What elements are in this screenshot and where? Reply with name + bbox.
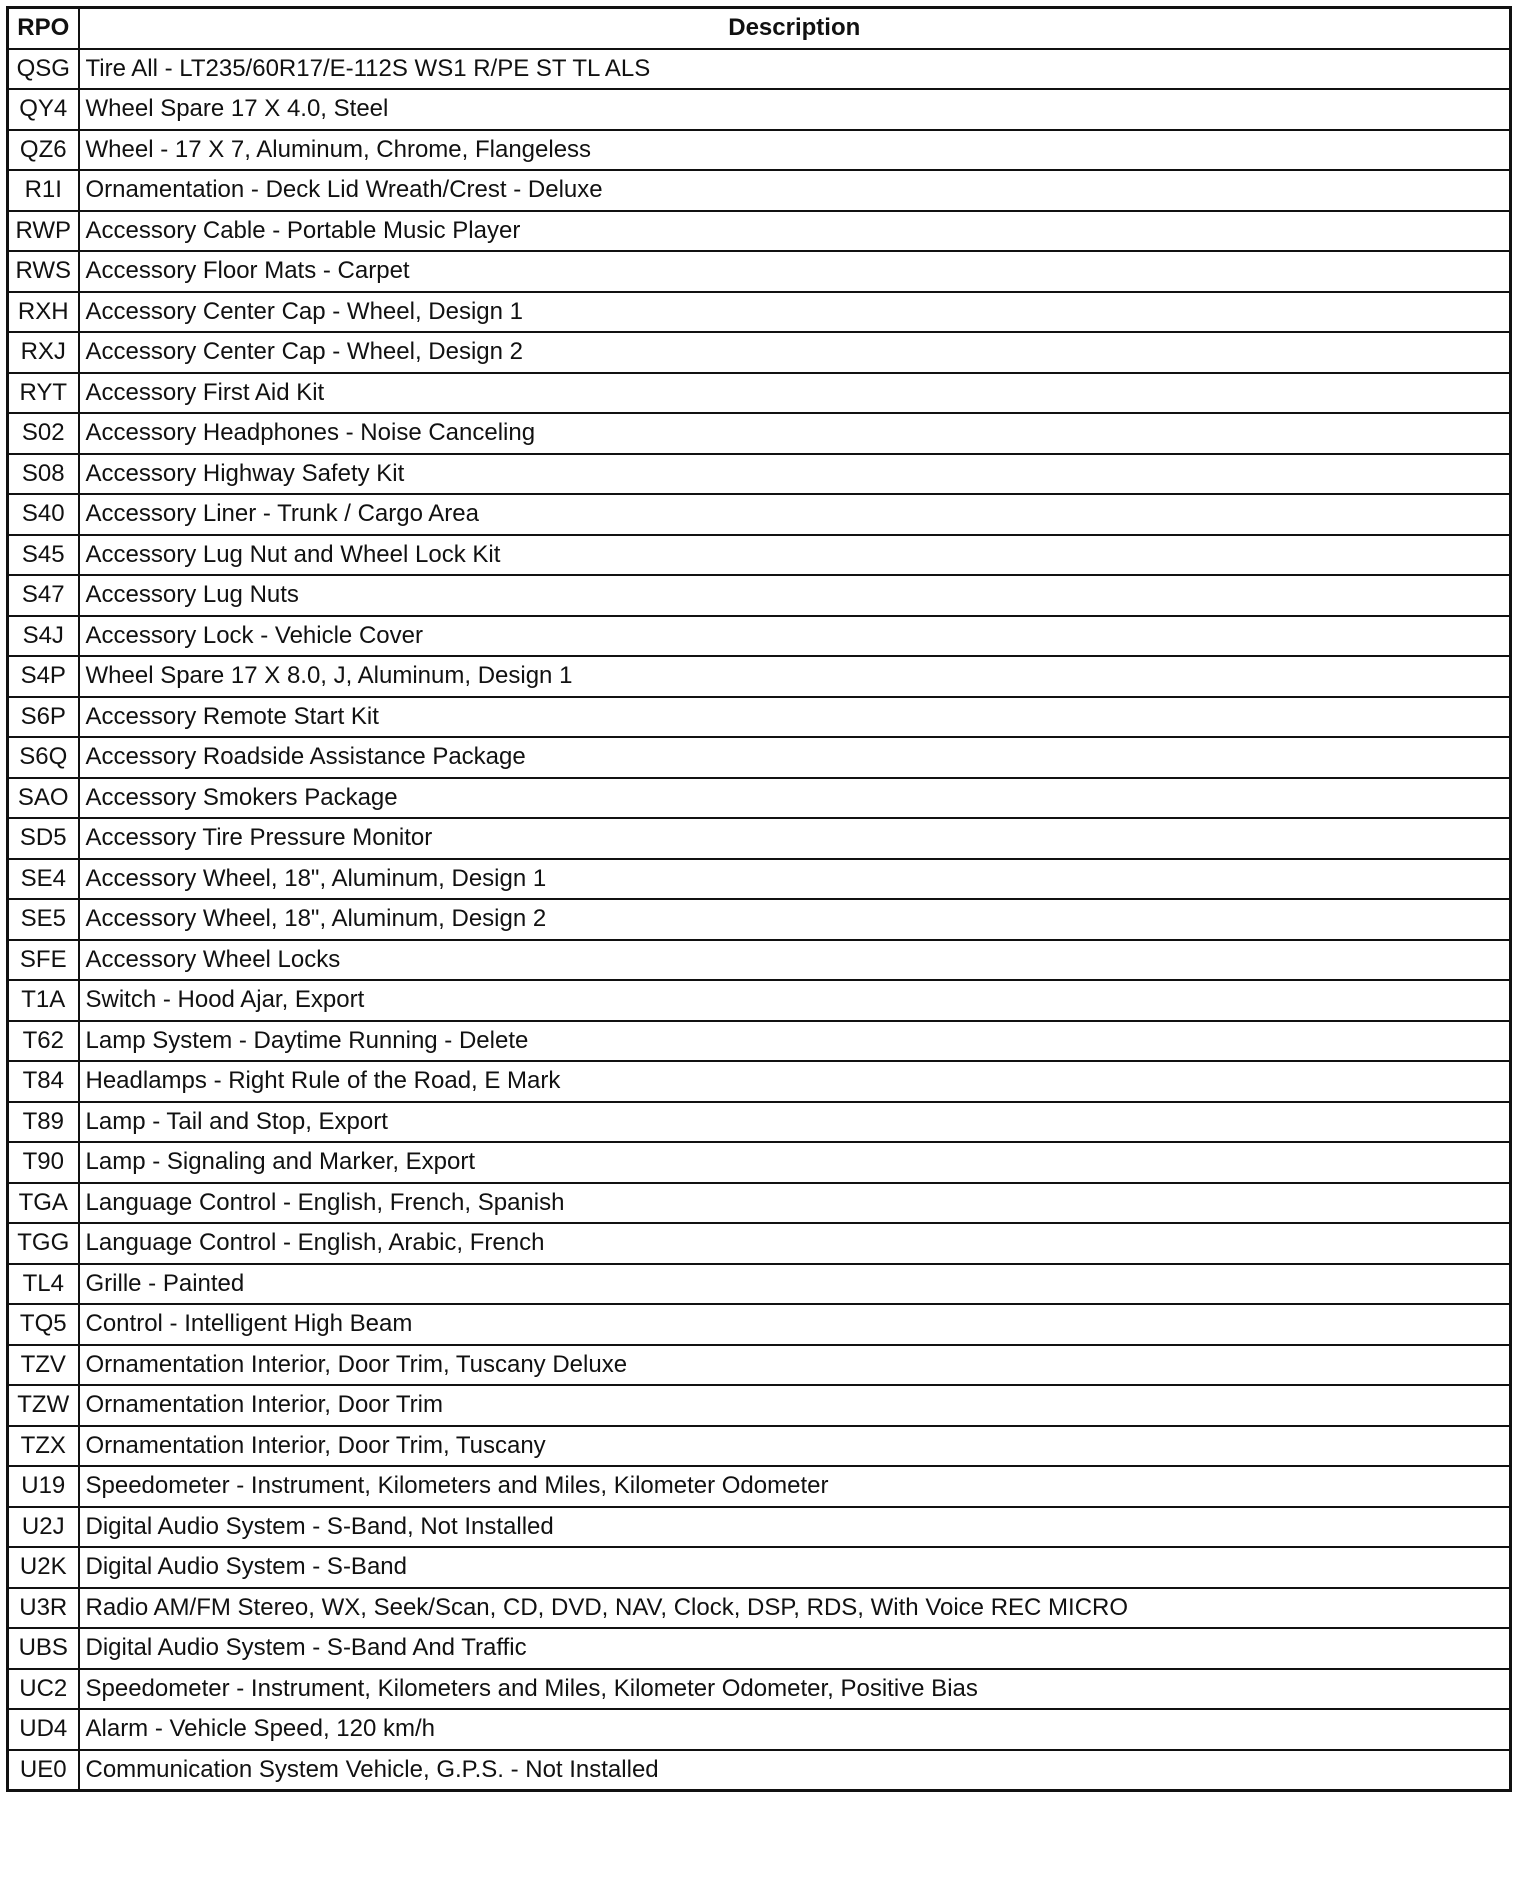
rpo-code-cell: S4J: [8, 616, 79, 657]
table-row: [8, 940, 1511, 981]
description-cell: Lamp - Tail and Stop, Export: [79, 1102, 1511, 1143]
description-cell: Accessory Wheel, 18", Aluminum, Design 2: [79, 899, 1511, 940]
table-row: [8, 1223, 1511, 1264]
rpo-code-cell: SE4: [8, 859, 79, 900]
table-row: [8, 778, 1511, 819]
description-cell: Digital Audio System - S-Band, Not Installed: [79, 1507, 1511, 1548]
description-cell: Digital Audio System - S-Band And Traffic: [79, 1628, 1511, 1669]
description-cell: Ornamentation Interior, Door Trim, Tuscany: [79, 1426, 1511, 1467]
rpo-code-cell: T84: [8, 1061, 79, 1102]
description-cell: Language Control - English, Arabic, French: [79, 1223, 1511, 1264]
description-cell: Switch - Hood Ajar, Export: [79, 980, 1511, 1021]
rpo-code-cell: R1I: [8, 170, 79, 211]
rpo-code-cell: T89: [8, 1102, 79, 1143]
table-row: [8, 130, 1511, 171]
table-row: [8, 1345, 1511, 1386]
table-row: [8, 494, 1511, 535]
rpo-code-cell: T1A: [8, 980, 79, 1021]
description-cell: Alarm - Vehicle Speed, 120 km/h: [79, 1709, 1511, 1750]
rpo-code-cell: UC2: [8, 1669, 79, 1710]
rpo-code-cell: S4P: [8, 656, 79, 697]
rpo-code-cell: U2J: [8, 1507, 79, 1548]
rpo-code-cell: UD4: [8, 1709, 79, 1750]
table-row: [8, 1264, 1511, 1305]
description-cell: Accessory Center Cap - Wheel, Design 1: [79, 292, 1511, 333]
table-row: [8, 1709, 1511, 1750]
description-cell: Speedometer - Instrument, Kilometers and Miles, Kilometer Odometer, Positive Bias: [79, 1669, 1511, 1710]
header-row: [8, 8, 1511, 49]
rpo-code-cell: S40: [8, 494, 79, 535]
rpo-code-cell: QY4: [8, 89, 79, 130]
rpo-code-cell: T62: [8, 1021, 79, 1062]
description-cell: Accessory Lug Nut and Wheel Lock Kit: [79, 535, 1511, 576]
rpo-code-cell: RYT: [8, 373, 79, 414]
rpo-code-cell: RWP: [8, 211, 79, 252]
table-row: [8, 1588, 1511, 1629]
rpo-code-cell: TGG: [8, 1223, 79, 1264]
table-row: [8, 373, 1511, 414]
table-row: [8, 1466, 1511, 1507]
rpo-code-cell: RXH: [8, 292, 79, 333]
rpo-code-cell: QSG: [8, 49, 79, 90]
description-cell: Accessory Liner - Trunk / Cargo Area: [79, 494, 1511, 535]
description-cell: Wheel Spare 17 X 4.0, Steel: [79, 89, 1511, 130]
table-row: [8, 818, 1511, 859]
description-cell: Accessory Tire Pressure Monitor: [79, 818, 1511, 859]
rpo-code-cell: S08: [8, 454, 79, 495]
rpo-code-cell: UBS: [8, 1628, 79, 1669]
description-cell: Speedometer - Instrument, Kilometers and Miles, Kilometer Odometer: [79, 1466, 1511, 1507]
table-row: [8, 697, 1511, 738]
table-row: [8, 575, 1511, 616]
header-rpo: RPO: [8, 8, 79, 49]
table-row: [8, 1142, 1511, 1183]
table-row: [8, 1628, 1511, 1669]
description-cell: Ornamentation Interior, Door Trim, Tuscany Deluxe: [79, 1345, 1511, 1386]
table-header: [8, 8, 1511, 49]
rpo-code-cell: T90: [8, 1142, 79, 1183]
rpo-table: [6, 6, 1512, 1792]
description-cell: Digital Audio System - S-Band: [79, 1547, 1511, 1588]
description-cell: Accessory Smokers Package: [79, 778, 1511, 819]
table-row: [8, 251, 1511, 292]
rpo-code-cell: TZV: [8, 1345, 79, 1386]
table-row: [8, 89, 1511, 130]
table-row: [8, 1750, 1511, 1791]
description-cell: Language Control - English, French, Spanish: [79, 1183, 1511, 1224]
rpo-code-cell: S02: [8, 413, 79, 454]
description-cell: Grille - Painted: [79, 1264, 1511, 1305]
table-row: [8, 859, 1511, 900]
description-cell: Accessory Highway Safety Kit: [79, 454, 1511, 495]
table-row: [8, 737, 1511, 778]
description-cell: Accessory Wheel, 18", Aluminum, Design 1: [79, 859, 1511, 900]
description-cell: Lamp - Signaling and Marker, Export: [79, 1142, 1511, 1183]
description-cell: Accessory Wheel Locks: [79, 940, 1511, 981]
table-row: [8, 1507, 1511, 1548]
rpo-code-cell: SD5: [8, 818, 79, 859]
rpo-code-cell: SE5: [8, 899, 79, 940]
table-row: [8, 899, 1511, 940]
description-cell: Accessory First Aid Kit: [79, 373, 1511, 414]
description-cell: Communication System Vehicle, G.P.S. - Not Installed: [79, 1750, 1511, 1791]
table-row: [8, 1669, 1511, 1710]
description-cell: Wheel Spare 17 X 8.0, J, Aluminum, Design 1: [79, 656, 1511, 697]
table-body: [8, 49, 1511, 1791]
rpo-code-cell: RXJ: [8, 332, 79, 373]
table-row: [8, 49, 1511, 90]
description-cell: Accessory Floor Mats - Carpet: [79, 251, 1511, 292]
table-row: [8, 616, 1511, 657]
table-row: [8, 535, 1511, 576]
description-cell: Headlamps - Right Rule of the Road, E Mark: [79, 1061, 1511, 1102]
description-cell: Control - Intelligent High Beam: [79, 1304, 1511, 1345]
table-row: [8, 1102, 1511, 1143]
table-row: [8, 1183, 1511, 1224]
rpo-code-cell: TGA: [8, 1183, 79, 1224]
description-cell: Tire All - LT235/60R17/E-112S WS1 R/PE ST TL ALS: [79, 49, 1511, 90]
table-row: [8, 454, 1511, 495]
description-cell: Radio AM/FM Stereo, WX, Seek/Scan, CD, DVD, NAV, Clock, DSP, RDS, With Voice REC MICRO: [79, 1588, 1511, 1629]
rpo-code-cell: SAO: [8, 778, 79, 819]
table-row: [8, 1385, 1511, 1426]
description-cell: Accessory Lug Nuts: [79, 575, 1511, 616]
rpo-code-cell: QZ6: [8, 130, 79, 171]
description-cell: Wheel - 17 X 7, Aluminum, Chrome, Flangeless: [79, 130, 1511, 171]
table-row: [8, 170, 1511, 211]
description-cell: Accessory Cable - Portable Music Player: [79, 211, 1511, 252]
table-row: [8, 413, 1511, 454]
description-cell: Accessory Lock - Vehicle Cover: [79, 616, 1511, 657]
description-cell: Ornamentation - Deck Lid Wreath/Crest - Deluxe: [79, 170, 1511, 211]
description-cell: Lamp System - Daytime Running - Delete: [79, 1021, 1511, 1062]
rpo-code-cell: RWS: [8, 251, 79, 292]
rpo-code-cell: UE0: [8, 1750, 79, 1791]
header-description: Description: [79, 8, 1511, 49]
table-row: [8, 332, 1511, 373]
rpo-code-cell: TL4: [8, 1264, 79, 1305]
description-cell: Accessory Center Cap - Wheel, Design 2: [79, 332, 1511, 373]
rpo-code-cell: S6P: [8, 697, 79, 738]
table-row: [8, 656, 1511, 697]
table-row: [8, 1304, 1511, 1345]
table-row: [8, 980, 1511, 1021]
rpo-code-cell: U3R: [8, 1588, 79, 1629]
table-row: [8, 1021, 1511, 1062]
table-row: [8, 1426, 1511, 1467]
table-row: [8, 292, 1511, 333]
description-cell: Accessory Headphones - Noise Canceling: [79, 413, 1511, 454]
rpo-code-cell: TQ5: [8, 1304, 79, 1345]
table-row: [8, 211, 1511, 252]
rpo-code-cell: U2K: [8, 1547, 79, 1588]
rpo-code-cell: TZX: [8, 1426, 79, 1467]
description-cell: Accessory Remote Start Kit: [79, 697, 1511, 738]
rpo-code-cell: S47: [8, 575, 79, 616]
description-cell: Ornamentation Interior, Door Trim: [79, 1385, 1511, 1426]
rpo-code-cell: TZW: [8, 1385, 79, 1426]
rpo-code-cell: S6Q: [8, 737, 79, 778]
rpo-code-cell: S45: [8, 535, 79, 576]
description-cell: Accessory Roadside Assistance Package: [79, 737, 1511, 778]
table-row: [8, 1061, 1511, 1102]
rpo-code-cell: U19: [8, 1466, 79, 1507]
rpo-code-cell: SFE: [8, 940, 79, 981]
table-row: [8, 1547, 1511, 1588]
